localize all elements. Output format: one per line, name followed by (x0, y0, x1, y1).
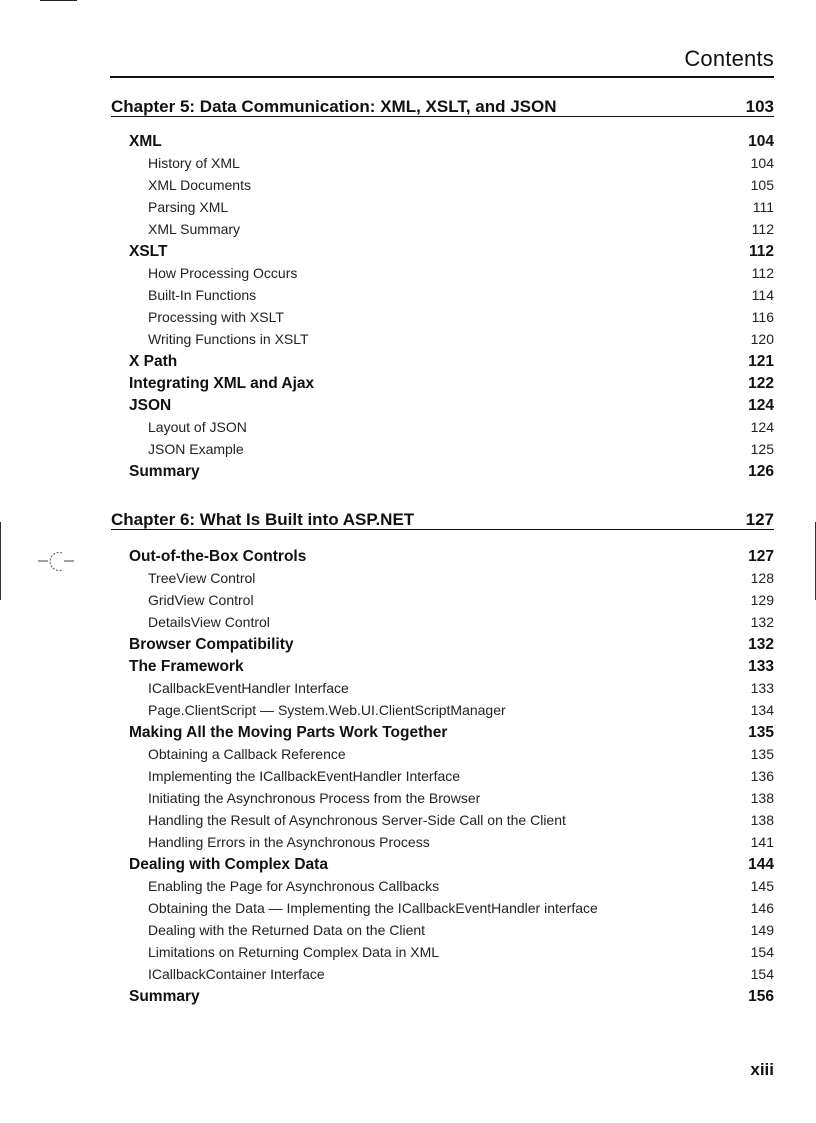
toc-subsection-entry[interactable] (111, 746, 774, 768)
toc-subsection-entry[interactable] (111, 768, 774, 790)
toc-subsection-entry[interactable] (111, 834, 774, 856)
chapter-block-5 (111, 97, 774, 485)
entry-page: 112 (751, 221, 774, 237)
toc-subsection-entry[interactable] (111, 680, 774, 702)
entry-title: Out-of-the-Box Controls (129, 548, 307, 565)
entry-page: 124 (748, 397, 774, 414)
entry-page: 149 (750, 922, 774, 938)
chapter-heading[interactable] (111, 97, 774, 121)
toc-subsection-entry[interactable] (111, 614, 774, 636)
toc-subsection-entry[interactable] (111, 265, 774, 287)
entry-title: Enabling the Page for Asynchronous Callbacks (148, 878, 440, 894)
toc-subsection-entry[interactable] (111, 155, 774, 177)
toc-subsection-entry[interactable] (111, 702, 774, 724)
entry-page: 122 (748, 375, 774, 392)
toc-section-entry[interactable] (111, 988, 774, 1010)
entry-page: 120 (750, 331, 774, 347)
entry-title: XML (129, 133, 162, 150)
toc-section-entry[interactable] (111, 548, 774, 570)
toc-subsection-entry[interactable] (111, 331, 774, 353)
running-title: Contents (684, 46, 774, 71)
toc-subsection-entry[interactable] (111, 441, 774, 463)
page-folio: xiii (750, 1060, 774, 1079)
entry-page: 126 (748, 463, 774, 480)
entry-title: TreeView Control (148, 570, 256, 586)
entry-title: Processing with XSLT (148, 309, 284, 325)
crop-mark-top (40, 0, 77, 1)
entry-title: Page.ClientScript — System.Web.UI.ClientScriptManager (148, 702, 506, 718)
toc-subsection-entry[interactable] (111, 570, 774, 592)
toc-subsection-entry[interactable] (111, 221, 774, 243)
entry-page: 111 (752, 199, 774, 215)
chapter-title: Chapter 6: What Is Built into ASP.NET (111, 510, 415, 529)
entry-title: Dealing with Complex Data (129, 856, 328, 873)
entry-page: 132 (748, 636, 774, 653)
entry-page: 105 (750, 177, 774, 193)
entry-title: Integrating XML and Ajax (129, 375, 315, 392)
chapter-page: 127 (745, 510, 774, 529)
entry-title: Obtaining a Callback Reference (148, 746, 346, 762)
entry-page: 132 (750, 614, 774, 630)
entry-title: Built-In Functions (148, 287, 257, 303)
entry-page: 129 (750, 592, 774, 608)
crop-mark-left (0, 522, 1, 600)
toc-subsection-entry[interactable] (111, 309, 774, 331)
entry-title: Making All the Moving Parts Work Together (129, 724, 448, 741)
toc-subsection-entry[interactable] (111, 419, 774, 441)
toc-section-entry[interactable] (111, 856, 774, 878)
toc-subsection-entry[interactable] (111, 177, 774, 199)
toc-section-entry[interactable] (111, 375, 774, 397)
entry-title: Layout of JSON (148, 419, 247, 435)
entry-title: Summary (129, 463, 200, 480)
entry-title: Handling Errors in the Asynchronous Process (148, 834, 430, 850)
entry-page: 134 (750, 702, 774, 718)
toc-section-entry[interactable] (111, 724, 774, 746)
entry-title: Initiating the Asynchronous Process from the Browser (148, 790, 481, 806)
entry-page: 121 (748, 353, 774, 370)
entry-title: History of XML (148, 155, 240, 171)
toc-subsection-entry[interactable] (111, 287, 774, 309)
entry-page: 133 (750, 680, 774, 696)
entry-page: 104 (750, 155, 774, 171)
toc-section-entry[interactable] (111, 658, 774, 680)
entry-page: 156 (748, 988, 774, 1005)
entry-page: 146 (750, 900, 774, 916)
entry-title: ICallbackContainer Interface (148, 966, 325, 982)
entry-title: JSON Example (148, 441, 244, 457)
toc-section-entry[interactable] (111, 636, 774, 658)
entry-page: 133 (748, 658, 774, 675)
entry-page: 135 (750, 746, 774, 762)
entry-title: XML Summary (148, 221, 241, 237)
entry-page: 125 (750, 441, 774, 457)
toc-subsection-entry[interactable] (111, 812, 774, 834)
entry-title: GridView Control (148, 592, 254, 608)
entry-page: 154 (750, 966, 774, 982)
entry-title: DetailsView Control (148, 614, 270, 630)
entry-page: 116 (751, 309, 774, 325)
entry-title: ICallbackEventHandler Interface (148, 680, 349, 696)
entry-title: Browser Compatibility (129, 636, 294, 653)
chapter-entries (111, 133, 774, 485)
running-header (110, 44, 774, 78)
toc-subsection-entry[interactable] (111, 790, 774, 812)
registration-mark-icon (34, 548, 80, 578)
entry-page: 154 (750, 944, 774, 960)
toc-subsection-entry[interactable] (111, 944, 774, 966)
entry-page: 144 (748, 856, 774, 873)
entry-title: Implementing the ICallbackEventHandler Interface (148, 768, 461, 784)
chapter-entries (111, 548, 774, 1010)
entry-page: 138 (750, 812, 774, 828)
toc-subsection-entry[interactable] (111, 966, 774, 988)
toc-subsection-entry[interactable] (111, 900, 774, 922)
chapter-block-6 (111, 510, 774, 1010)
toc-subsection-entry[interactable] (111, 922, 774, 944)
entry-page: 112 (751, 265, 774, 281)
entry-title: How Processing Occurs (148, 265, 298, 281)
entry-title: Handling the Result of Asynchronous Server-Side Call on the Client (148, 812, 566, 828)
entry-page: 138 (750, 790, 774, 806)
toc-section-entry[interactable] (111, 353, 774, 375)
entry-title: Dealing with the Returned Data on the Client (148, 922, 426, 938)
chapter-heading[interactable] (111, 510, 774, 534)
entry-title: Summary (129, 988, 200, 1005)
entry-title: JSON (129, 397, 172, 414)
entry-page: 114 (751, 287, 774, 303)
chapter-page: 103 (745, 97, 774, 116)
toc-section-entry[interactable] (111, 243, 774, 265)
entry-title: Obtaining the Data — Implementing the ICallbackEventHandler interface (148, 900, 598, 916)
toc-section-entry[interactable] (111, 397, 774, 419)
entry-page: 112 (748, 243, 774, 260)
entry-title: Parsing XML (148, 199, 229, 215)
entry-page: 136 (750, 768, 774, 784)
toc-section-entry[interactable] (111, 133, 774, 155)
entry-title: Writing Functions in XSLT (148, 331, 309, 347)
entry-title: XML Documents (148, 177, 251, 193)
toc-section-entry[interactable] (111, 463, 774, 485)
entry-page: 127 (748, 548, 774, 565)
entry-page: 135 (748, 724, 774, 741)
entry-title: Limitations on Returning Complex Data in XML (148, 944, 440, 960)
toc-subsection-entry[interactable] (111, 878, 774, 900)
entry-page: 104 (748, 133, 774, 150)
entry-title: X Path (129, 353, 178, 370)
entry-page: 145 (750, 878, 774, 894)
toc-subsection-entry[interactable] (111, 592, 774, 614)
toc-subsection-entry[interactable] (111, 199, 774, 221)
entry-title: The Framework (129, 658, 244, 675)
entry-page: 141 (750, 834, 774, 850)
entry-title: XSLT (129, 243, 168, 260)
chapter-title: Chapter 5: Data Communication: XML, XSLT, and JSON (111, 97, 557, 116)
entry-page: 128 (750, 570, 774, 586)
entry-page: 124 (750, 419, 774, 435)
